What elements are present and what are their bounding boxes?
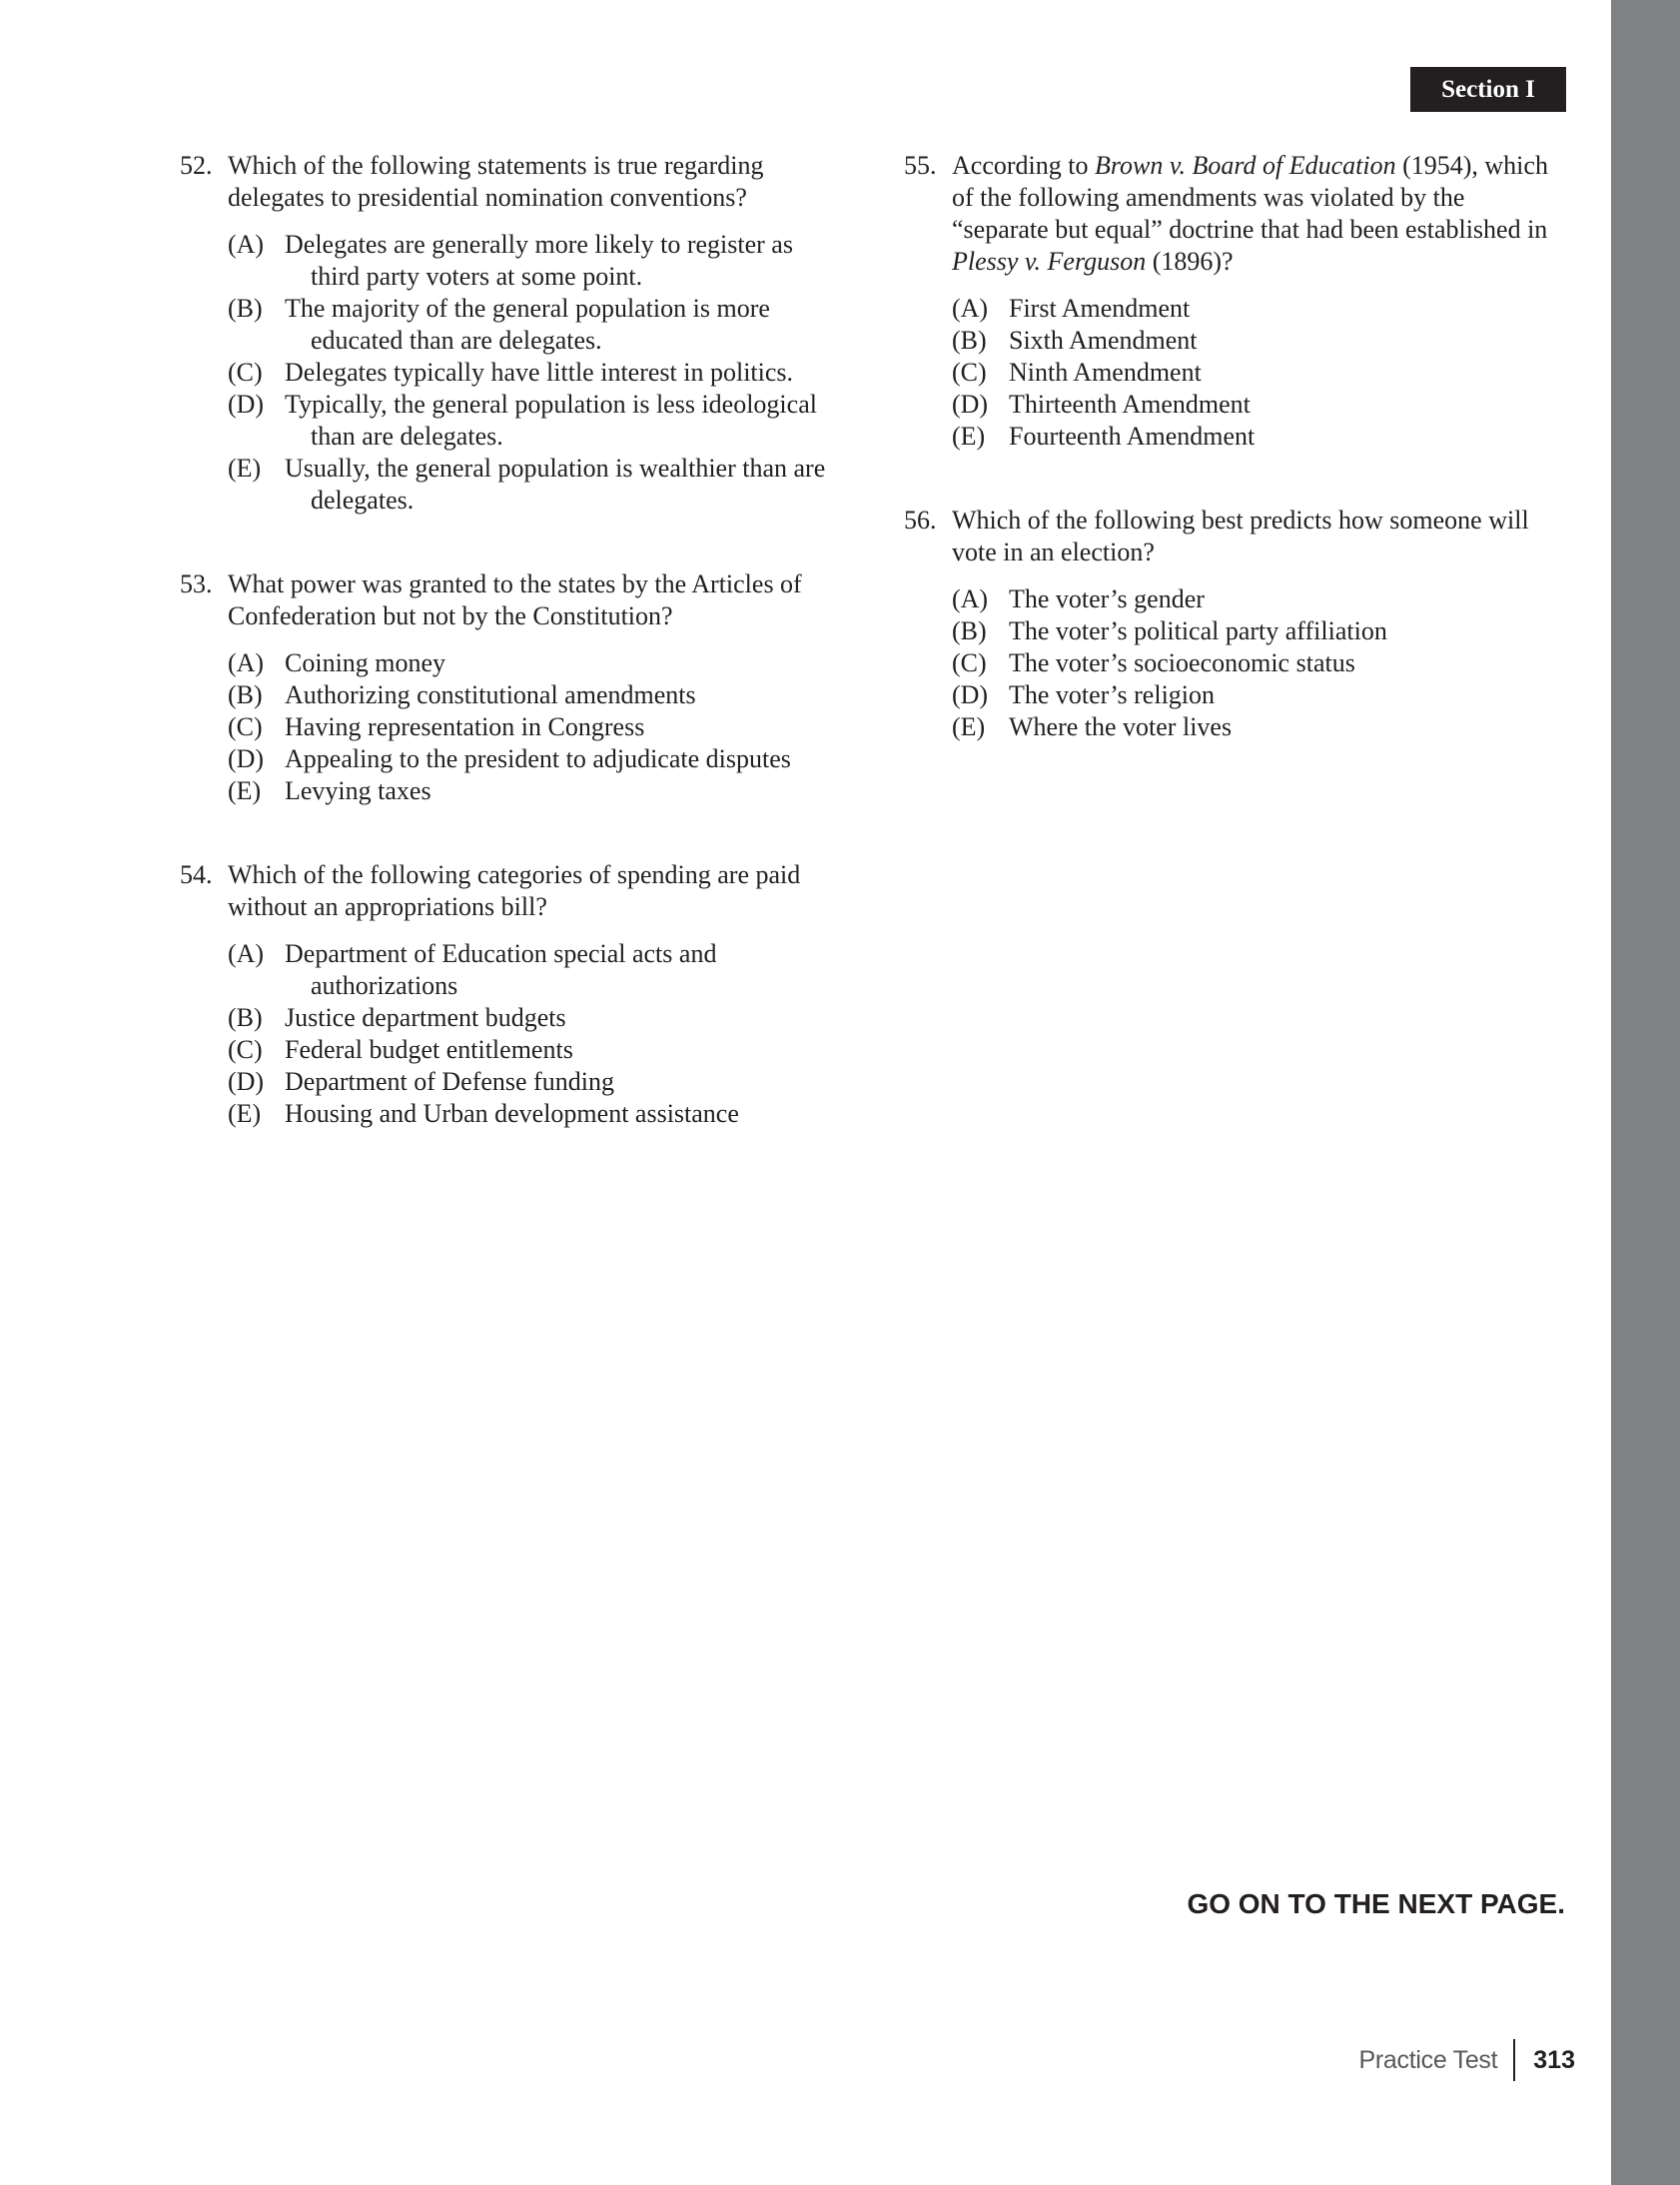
- choice-letter: (A): [952, 294, 989, 323]
- choice-text: Levying taxes: [285, 776, 431, 805]
- question-53: [180, 568, 839, 807]
- left-column: [180, 150, 839, 1182]
- choice-a[interactable]: [952, 293, 1563, 325]
- choice-letter: (E): [228, 776, 262, 805]
- choice-text: First Amendment: [1009, 294, 1191, 323]
- right-column: [904, 150, 1563, 795]
- choice-d[interactable]: [952, 679, 1563, 711]
- case-name-plessy: Plessy v. Ferguson: [952, 247, 1147, 276]
- choice-text: Thirteenth Amendment: [1009, 390, 1251, 419]
- question-number: 54.: [180, 860, 213, 889]
- choice-text: Having representation in Congress: [285, 712, 645, 741]
- page-number: 313: [1533, 2045, 1575, 2074]
- choice-a[interactable]: [228, 647, 839, 679]
- choice-text: The voter’s political party affiliation: [1009, 616, 1387, 645]
- go-on-notice: GO ON TO THE NEXT PAGE.: [1187, 1888, 1565, 1919]
- choice-letter: (C): [952, 358, 987, 387]
- choice-a[interactable]: [228, 229, 839, 293]
- choice-text: Federal budget entitlements: [285, 1035, 573, 1064]
- choice-text: Appealing to the president to adjudicate disputes: [285, 744, 791, 773]
- choice-letter: (A): [228, 648, 265, 677]
- choice-letter: (C): [228, 358, 263, 387]
- choice-text: Ninth Amendment: [1009, 358, 1202, 387]
- choice-a[interactable]: [228, 938, 839, 1002]
- choice-text: Department of Education special acts and authorizations: [285, 939, 717, 1000]
- question-text-part: (1896)?: [1146, 247, 1234, 276]
- choice-text: Fourteenth Amendment: [1009, 422, 1256, 451]
- choice-c[interactable]: [952, 357, 1563, 389]
- choice-letter: (B): [228, 294, 263, 323]
- choice-letter: (D): [228, 390, 265, 419]
- question-number: 55.: [904, 151, 937, 180]
- question-text: Which of the following statements is true regarding delegates to presidential nomination conventions?: [228, 151, 764, 212]
- choice-text: Sixth Amendment: [1009, 326, 1198, 355]
- choice-d[interactable]: [952, 389, 1563, 421]
- choice-text: The voter’s socioeconomic status: [1009, 648, 1355, 677]
- answer-choices: [228, 229, 839, 517]
- choice-letter: (D): [228, 1067, 265, 1096]
- choice-d[interactable]: [228, 1066, 839, 1098]
- question-text: Which of the following categories of spending are paid without an appropriations bill?: [228, 860, 801, 921]
- footer-label: Practice Test: [1358, 2045, 1498, 2074]
- choice-letter: (C): [228, 1035, 263, 1064]
- choice-letter: (B): [952, 326, 987, 355]
- choice-e[interactable]: [228, 775, 839, 807]
- choice-text: Delegates typically have little interest in politics.: [285, 358, 794, 387]
- question-number: 53.: [180, 569, 213, 598]
- choice-text: Authorizing constitutional amendments: [285, 680, 696, 709]
- choice-c[interactable]: [228, 1034, 839, 1066]
- choice-text: Housing and Urban development assistance: [285, 1099, 739, 1128]
- choice-text: Usually, the general population is wealthier than are delegates.: [285, 454, 826, 515]
- choice-letter: (E): [952, 712, 986, 741]
- choice-d[interactable]: [228, 389, 839, 453]
- answer-choices: [952, 583, 1563, 743]
- section-badge: [1410, 67, 1566, 112]
- question-54: [180, 859, 839, 1130]
- question-55: [904, 150, 1563, 453]
- case-name-brown: Brown v. Board of Education: [1094, 151, 1396, 180]
- question-number: 52.: [180, 151, 213, 180]
- choice-text: The voter’s gender: [1009, 584, 1205, 613]
- choice-e[interactable]: [952, 421, 1563, 453]
- choice-text: Coining money: [285, 648, 446, 677]
- choice-b[interactable]: [228, 293, 839, 357]
- choice-letter: (B): [228, 680, 263, 709]
- choice-text: Where the voter lives: [1009, 712, 1233, 741]
- choice-letter: (D): [228, 744, 265, 773]
- choice-letter: (A): [228, 230, 265, 259]
- choice-e[interactable]: [228, 1098, 839, 1130]
- answer-choices: [228, 938, 839, 1130]
- choice-a[interactable]: [952, 583, 1563, 615]
- page-footer: [1359, 2040, 1575, 2080]
- choice-letter: (C): [952, 648, 987, 677]
- choice-letter: (C): [228, 712, 263, 741]
- choice-b[interactable]: [228, 1002, 839, 1034]
- choice-letter: (D): [952, 680, 989, 709]
- choice-text: Typically, the general population is less ideological than are delegates.: [285, 390, 817, 451]
- choice-c[interactable]: [228, 357, 839, 389]
- choice-letter: (E): [228, 1099, 262, 1128]
- choice-text: Justice department budgets: [285, 1003, 566, 1032]
- answer-choices: [952, 293, 1563, 453]
- question-text: Which of the following best predicts how someone will vote in an election?: [952, 506, 1529, 566]
- question-text: [952, 150, 1563, 278]
- choice-c[interactable]: [228, 711, 839, 743]
- choice-text: Delegates are generally more likely to register as third party voters at some point.: [285, 230, 793, 291]
- choice-letter: (B): [228, 1003, 263, 1032]
- side-bar: [1611, 0, 1680, 2185]
- choice-d[interactable]: [228, 743, 839, 775]
- choice-text: The majority of the general population is more educated than are delegates.: [285, 294, 770, 355]
- question-text: What power was granted to the states by the Articles of Confederation but not by the Constitution?: [228, 569, 802, 630]
- choice-e[interactable]: [228, 453, 839, 517]
- question-number: 56.: [904, 506, 937, 535]
- choice-b[interactable]: [228, 679, 839, 711]
- choice-e[interactable]: [952, 711, 1563, 743]
- footer-divider: [1513, 2039, 1515, 2081]
- choice-letter: (E): [228, 454, 262, 483]
- choice-letter: (A): [228, 939, 265, 968]
- choice-text: The voter’s religion: [1009, 680, 1216, 709]
- choice-letter: (E): [952, 422, 986, 451]
- choice-text: Department of Defense funding: [285, 1067, 614, 1096]
- question-56: [904, 505, 1563, 743]
- section-label: Section I: [1441, 75, 1535, 103]
- choice-letter: (B): [952, 616, 987, 645]
- question-52: [180, 150, 839, 517]
- choice-letter: (A): [952, 584, 989, 613]
- choice-b[interactable]: [952, 615, 1563, 647]
- question-text-part: (1954), which of the following amendments was violated by the “separate but equal” doctrine that had been established in: [952, 151, 1548, 244]
- question-text-part: According to: [952, 151, 1095, 180]
- choice-b[interactable]: [952, 325, 1563, 357]
- choice-c[interactable]: [952, 647, 1563, 679]
- choice-letter: (D): [952, 390, 989, 419]
- answer-choices: [228, 647, 839, 807]
